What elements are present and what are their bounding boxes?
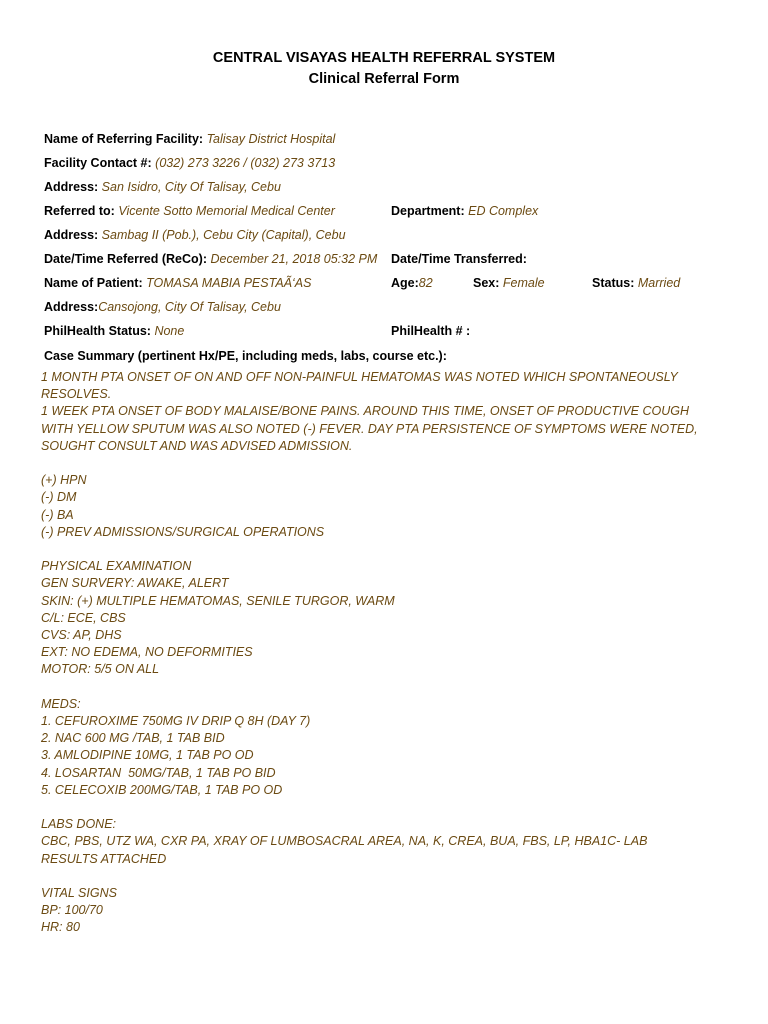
case-summary-line: 1 MONTH PTA ONSET OF ON AND OFF NON-PAINFUL HEMATOMAS WAS NOTED WHICH SPONTANEOUSLY [41,370,678,384]
case-summary-line: 3. AMLODIPINE 10MG, 1 TAB PO OD [41,748,254,763]
philhealth-status-label: PhilHealth Status: [44,324,151,338]
case-summary-line: C/L: ECE, CBS [41,610,126,625]
case-summary-line: EXT: NO EDEMA, NO DEFORMITIES [41,645,253,660]
case-summary-line: 1. CEFUROXIME 750MG IV DRIP Q 8H (DAY 7) [41,714,311,729]
patient-address-value: Cansojong, City Of Talisay, Cebu [98,300,281,314]
case-summary-line: PHYSICAL EXAMINATION [41,559,192,574]
case-summary-line: HR: 80 [41,920,80,935]
receiving-address-value: Sambag II (Pob.), Cebu City (Capital), Cebu [101,228,346,242]
case-summary-line: CBC, PBS, UTZ WA, CXR PA, XRAY OF LUMBOSACRAL AREA, NA, K, CREA, BUA, FBS, LP, HBA1C- LAB [41,834,648,849]
case-summary-line: 4. LOSARTAN 50MG/TAB, 1 TAB PO BID [41,765,276,780]
case-summary-blank-line [41,541,741,558]
case-summary-blank-line [41,455,741,472]
referring-address-value: San Isidro, City Of Talisay, Cebu [101,180,281,194]
datetime-referred-label: Date/Time Referred (ReCo): [44,252,208,266]
department-value: ED Complex [468,204,539,218]
receiving-address-field [44,227,346,243]
department-label: Department: [391,204,465,218]
civil-status-value: Married [637,276,681,290]
case-summary-line: 2. NAC 600 MG /TAB, 1 TAB BID [41,731,225,746]
case-summary-blank-line [41,679,741,696]
case-summary-line: MEDS: [41,696,81,711]
patient-name-value: TOMASA MABIA PESTAÃ‘AS [146,276,312,290]
case-summary-line: 5. CELECOXIB 200MG/TAB, 1 TAB PO OD [41,782,283,797]
case-summary-line: VITAL SIGNS [41,886,117,901]
civil-status-field [592,275,680,291]
case-summary-line: SOUGHT CONSULT AND WAS ADVISED ADMISSION. [41,438,353,453]
philhealth-status-value: None [154,324,185,338]
referring-address-field [44,179,281,195]
patient-address-label: Address: [44,300,99,314]
sex-value: Female [502,276,545,290]
age-label: Age: [391,276,419,290]
patient-name-field [44,275,311,291]
referred-to-value: Vicente Sotto Memorial Medical Center [118,204,335,218]
referred-to-label: Referred to: [44,204,115,218]
facility-contact-field [44,155,335,171]
referring-facility-label: Name of Referring Facility: [44,132,204,146]
referring-facility-value: Talisay District Hospital [206,132,336,146]
age-value: 82 [418,276,433,290]
datetime-referred-field [44,251,377,267]
patient-name-label: Name of Patient: [44,276,143,290]
form-system-title: CENTRAL VISAYAS HEALTH REFERRAL SYSTEM [212,50,556,66]
case-summary-label: Case Summary (pertinent Hx/PE, including meds, labs, course etc.): [44,349,447,363]
case-summary-line: WITH YELLOW SPUTUM WAS ALSO NOTED (-) FEVER. DAY PTA PERSISTENCE OF SYMPTOMS WERE NOTED, [41,421,698,436]
philhealth-number-field [391,323,470,339]
case-summary-line: BP: 100/70 [41,903,103,918]
datetime-transferred-field [391,251,527,267]
department-field [391,203,538,219]
civil-status-label: Status: [592,276,635,290]
case-summary-line: SKIN: (+) MULTIPLE HEMATOMAS, SENILE TURGOR, WARM [41,593,395,608]
case-summary-blank-line [41,799,741,816]
receiving-address-label: Address: [44,228,99,242]
sex-field [473,275,545,291]
case-summary-line: CVS: AP, DHS [41,628,122,643]
case-summary-text [41,369,741,937]
case-summary-line: 1 WEEK PTA ONSET OF BODY MALAISE/BONE PAINS. AROUND THIS TIME, ONSET OF PRODUCTIVE COUGH [41,404,690,419]
case-summary-line: MOTOR: 5/5 ON ALL [41,662,160,677]
case-summary-line: GEN SURVERY: AWAKE, ALERT [41,576,229,591]
case-summary-blank-line [41,868,741,885]
referring-facility-field [44,131,335,147]
case-summary-line: (-) BA [41,507,74,522]
case-summary-line: LABS DONE: [41,817,117,832]
philhealth-number-label: PhilHealth # : [391,324,471,338]
facility-contact-value: (032) 273 3226 / (032) 273 3713 [155,156,336,170]
patient-address-field [44,299,281,315]
case-summary-line: (-) PREV ADMISSIONS/SURGICAL OPERATIONS [41,524,325,539]
case-summary-line: RESOLVES. [41,387,112,402]
philhealth-status-field [44,323,184,339]
sex-label: Sex: [473,276,500,290]
form-title: Clinical Referral Form [308,71,460,87]
case-summary-field [44,348,447,364]
facility-contact-label: Facility Contact #: [44,156,152,170]
referring-address-label: Address: [44,180,99,194]
case-summary-line: (-) DM [41,490,77,505]
datetime-referred-value: December 21, 2018 05:32 PM [210,252,378,266]
datetime-transferred-label: Date/Time Transferred: [391,252,527,266]
age-field [391,275,433,291]
case-summary-line: (+) HPN [41,473,87,488]
case-summary-line: RESULTS ATTACHED [41,851,167,866]
referred-to-field [44,203,335,219]
